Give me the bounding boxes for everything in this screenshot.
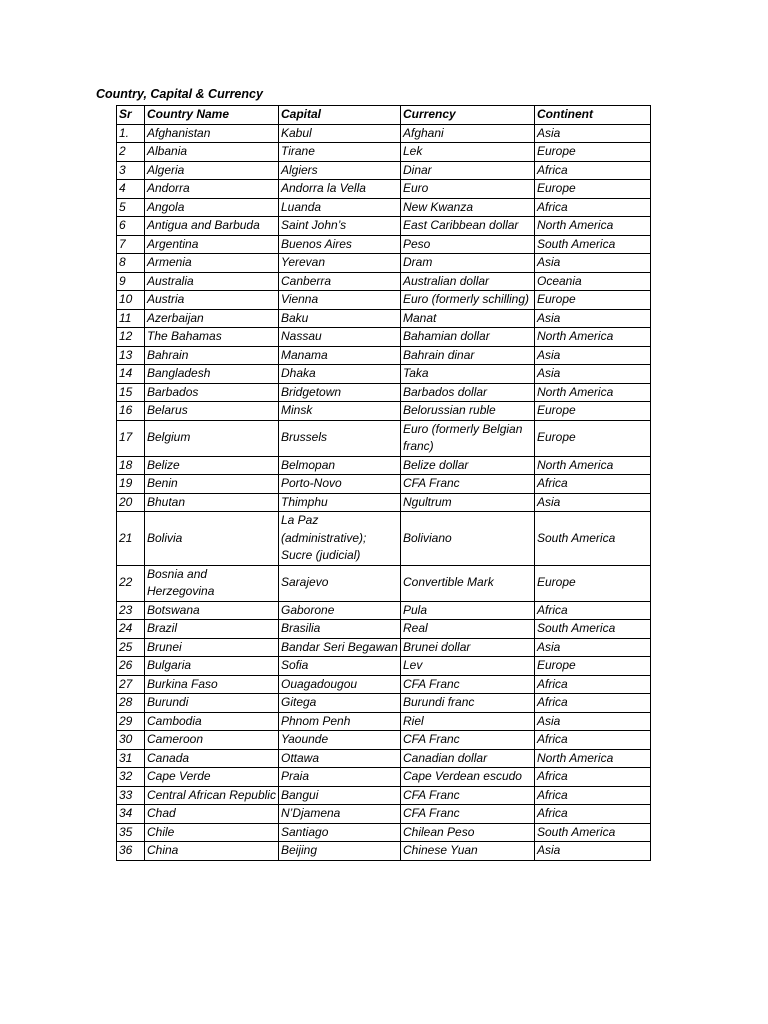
cell-currency: Boliviano: [401, 512, 535, 566]
cell-sr: 8: [117, 254, 145, 273]
cell-country-name: Andorra: [145, 180, 279, 199]
cell-sr: 20: [117, 493, 145, 512]
cell-country-name: Chad: [145, 805, 279, 824]
cell-continent: Europe: [535, 143, 651, 162]
cell-capital: Thimphu: [279, 493, 401, 512]
cell-continent: Europe: [535, 420, 651, 456]
cell-sr: 18: [117, 456, 145, 475]
cell-currency: New Kwanza: [401, 198, 535, 217]
cell-sr: 5: [117, 198, 145, 217]
cell-continent: South America: [535, 512, 651, 566]
table-row: [117, 124, 651, 143]
cell-country-name: Albania: [145, 143, 279, 162]
table-row: [117, 291, 651, 310]
cell-currency: Ngultrum: [401, 493, 535, 512]
table-row: [117, 217, 651, 236]
header-currency: Currency: [401, 106, 535, 125]
table-row: [117, 749, 651, 768]
cell-currency: Cape Verdean escudo: [401, 768, 535, 787]
cell-continent: South America: [535, 235, 651, 254]
cell-currency: Barbados dollar: [401, 383, 535, 402]
cell-currency: Euro (formerly schilling): [401, 291, 535, 310]
cell-sr: 17: [117, 420, 145, 456]
cell-country-name: Benin: [145, 475, 279, 494]
cell-sr: 1.: [117, 124, 145, 143]
cell-country-name: The Bahamas: [145, 328, 279, 347]
cell-continent: North America: [535, 383, 651, 402]
cell-continent: Asia: [535, 365, 651, 384]
cell-sr: 27: [117, 675, 145, 694]
cell-country-name: Brazil: [145, 620, 279, 639]
cell-capital: Brussels: [279, 420, 401, 456]
cell-country-name: Antigua and Barbuda: [145, 217, 279, 236]
table-row: [117, 475, 651, 494]
cell-sr: 16: [117, 402, 145, 421]
table-row: [117, 823, 651, 842]
cell-currency: Lek: [401, 143, 535, 162]
table-row: [117, 601, 651, 620]
cell-country-name: Bangladesh: [145, 365, 279, 384]
cell-sr: 13: [117, 346, 145, 365]
cell-currency: Dinar: [401, 161, 535, 180]
cell-continent: Europe: [535, 180, 651, 199]
cell-country-name: Belgium: [145, 420, 279, 456]
cell-currency: Belorussian ruble: [401, 402, 535, 421]
cell-continent: Europe: [535, 291, 651, 310]
cell-country-name: China: [145, 842, 279, 861]
cell-continent: Oceania: [535, 272, 651, 291]
cell-currency: CFA Franc: [401, 731, 535, 750]
cell-continent: Asia: [535, 346, 651, 365]
cell-country-name: Azerbaijan: [145, 309, 279, 328]
cell-currency: Real: [401, 620, 535, 639]
cell-country-name: Armenia: [145, 254, 279, 273]
cell-country-name: Austria: [145, 291, 279, 310]
cell-sr: 24: [117, 620, 145, 639]
cell-sr: 32: [117, 768, 145, 787]
cell-continent: North America: [535, 456, 651, 475]
cell-currency: CFA Franc: [401, 805, 535, 824]
cell-capital: Sofia: [279, 657, 401, 676]
header-sr: Sr: [117, 106, 145, 125]
cell-country-name: Chile: [145, 823, 279, 842]
table-row: [117, 365, 651, 384]
table-row: [117, 842, 651, 861]
cell-country-name: Bhutan: [145, 493, 279, 512]
table-row: [117, 402, 651, 421]
table-row: [117, 805, 651, 824]
table-row: [117, 620, 651, 639]
cell-continent: North America: [535, 749, 651, 768]
header-row: [117, 106, 651, 125]
cell-country-name: Belize: [145, 456, 279, 475]
cell-capital: Dhaka: [279, 365, 401, 384]
header-continent: Continent: [535, 106, 651, 125]
cell-capital: Bridgetown: [279, 383, 401, 402]
cell-sr: 2: [117, 143, 145, 162]
cell-currency: Lev: [401, 657, 535, 676]
cell-capital: Manama: [279, 346, 401, 365]
table-row: [117, 657, 651, 676]
table-row: [117, 512, 651, 566]
cell-currency: Brunei dollar: [401, 638, 535, 657]
cell-sr: 21: [117, 512, 145, 566]
cell-country-name: Bulgaria: [145, 657, 279, 676]
cell-continent: Africa: [535, 768, 651, 787]
cell-continent: Africa: [535, 675, 651, 694]
cell-continent: Africa: [535, 805, 651, 824]
cell-country-name: Burundi: [145, 694, 279, 713]
table-row: [117, 493, 651, 512]
country-table: [116, 105, 651, 861]
cell-sr: 26: [117, 657, 145, 676]
cell-country-name: Burkina Faso: [145, 675, 279, 694]
cell-currency: Riel: [401, 712, 535, 731]
cell-currency: Afghani: [401, 124, 535, 143]
table-row: [117, 565, 651, 601]
cell-country-name: Cape Verde: [145, 768, 279, 787]
table-row: [117, 420, 651, 456]
cell-currency: Bahamian dollar: [401, 328, 535, 347]
cell-continent: North America: [535, 328, 651, 347]
cell-sr: 25: [117, 638, 145, 657]
table-row: [117, 675, 651, 694]
cell-capital: Phnom Penh: [279, 712, 401, 731]
cell-capital: Baku: [279, 309, 401, 328]
cell-continent: Asia: [535, 309, 651, 328]
cell-currency: Peso: [401, 235, 535, 254]
cell-continent: Africa: [535, 694, 651, 713]
cell-country-name: Algeria: [145, 161, 279, 180]
cell-continent: Africa: [535, 731, 651, 750]
cell-sr: 29: [117, 712, 145, 731]
cell-country-name: Canada: [145, 749, 279, 768]
cell-capital: Santiago: [279, 823, 401, 842]
cell-continent: South America: [535, 823, 651, 842]
cell-capital: Sarajevo: [279, 565, 401, 601]
table-row: [117, 198, 651, 217]
cell-continent: Africa: [535, 161, 651, 180]
cell-currency: Convertible Mark: [401, 565, 535, 601]
cell-country-name: Botswana: [145, 601, 279, 620]
cell-currency: Taka: [401, 365, 535, 384]
cell-continent: Asia: [535, 712, 651, 731]
table-row: [117, 180, 651, 199]
cell-capital: Beijing: [279, 842, 401, 861]
table-row: [117, 786, 651, 805]
cell-capital: Canberra: [279, 272, 401, 291]
cell-currency: Euro: [401, 180, 535, 199]
cell-sr: 9: [117, 272, 145, 291]
cell-sr: 30: [117, 731, 145, 750]
cell-country-name: Argentina: [145, 235, 279, 254]
table-row: [117, 731, 651, 750]
cell-country-name: Cameroon: [145, 731, 279, 750]
cell-continent: Europe: [535, 657, 651, 676]
cell-continent: Asia: [535, 493, 651, 512]
table-row: [117, 383, 651, 402]
cell-sr: 10: [117, 291, 145, 310]
table-row: [117, 346, 651, 365]
cell-country-name: Brunei: [145, 638, 279, 657]
cell-country-name: Central African Republic: [145, 786, 279, 805]
cell-capital: La Paz (administrative); Sucre (judicial): [279, 512, 401, 566]
cell-sr: 33: [117, 786, 145, 805]
cell-country-name: Belarus: [145, 402, 279, 421]
cell-country-name: Afghanistan: [145, 124, 279, 143]
cell-currency: Dram: [401, 254, 535, 273]
cell-capital: N’Djamena: [279, 805, 401, 824]
cell-currency: Belize dollar: [401, 456, 535, 475]
table-row: [117, 161, 651, 180]
cell-sr: 15: [117, 383, 145, 402]
cell-country-name: Angola: [145, 198, 279, 217]
cell-sr: 6: [117, 217, 145, 236]
table-row: [117, 638, 651, 657]
cell-continent: South America: [535, 620, 651, 639]
cell-continent: Africa: [535, 198, 651, 217]
cell-capital: Algiers: [279, 161, 401, 180]
cell-continent: North America: [535, 217, 651, 236]
cell-capital: Minsk: [279, 402, 401, 421]
cell-capital: Brasilia: [279, 620, 401, 639]
header-capital: Capital: [279, 106, 401, 125]
cell-continent: Africa: [535, 601, 651, 620]
cell-currency: CFA Franc: [401, 675, 535, 694]
cell-currency: Euro (formerly Belgian franc): [401, 420, 535, 456]
cell-currency: Burundi franc: [401, 694, 535, 713]
cell-capital: Gitega: [279, 694, 401, 713]
cell-sr: 35: [117, 823, 145, 842]
cell-sr: 12: [117, 328, 145, 347]
cell-currency: Bahrain dinar: [401, 346, 535, 365]
table-row: [117, 694, 651, 713]
cell-capital: Yerevan: [279, 254, 401, 273]
cell-capital: Belmopan: [279, 456, 401, 475]
cell-currency: Chinese Yuan: [401, 842, 535, 861]
cell-currency: Manat: [401, 309, 535, 328]
cell-capital: Porto-Novo: [279, 475, 401, 494]
cell-capital: Kabul: [279, 124, 401, 143]
cell-sr: 7: [117, 235, 145, 254]
header-country-name: Country Name: [145, 106, 279, 125]
cell-sr: 31: [117, 749, 145, 768]
cell-currency: CFA Franc: [401, 475, 535, 494]
table-body: [117, 124, 651, 860]
cell-capital: Praia: [279, 768, 401, 787]
cell-capital: Gaborone: [279, 601, 401, 620]
cell-currency: Pula: [401, 601, 535, 620]
table-row: [117, 768, 651, 787]
cell-capital: Bangui: [279, 786, 401, 805]
cell-country-name: Bosnia and Herzegovina: [145, 565, 279, 601]
cell-continent: Asia: [535, 638, 651, 657]
cell-capital: Ottawa: [279, 749, 401, 768]
cell-capital: Luanda: [279, 198, 401, 217]
table-row: [117, 328, 651, 347]
cell-currency: East Caribbean dollar: [401, 217, 535, 236]
cell-sr: 4: [117, 180, 145, 199]
table-row: [117, 235, 651, 254]
cell-country-name: Bahrain: [145, 346, 279, 365]
cell-continent: Africa: [535, 475, 651, 494]
cell-capital: Bandar Seri Begawan: [279, 638, 401, 657]
cell-continent: Africa: [535, 786, 651, 805]
cell-capital: Buenos Aires: [279, 235, 401, 254]
cell-continent: Europe: [535, 565, 651, 601]
cell-capital: Nassau: [279, 328, 401, 347]
cell-continent: Europe: [535, 402, 651, 421]
cell-sr: 11: [117, 309, 145, 328]
cell-country-name: Cambodia: [145, 712, 279, 731]
cell-currency: Chilean Peso: [401, 823, 535, 842]
cell-country-name: Australia: [145, 272, 279, 291]
cell-continent: Asia: [535, 124, 651, 143]
table-row: [117, 309, 651, 328]
cell-sr: 36: [117, 842, 145, 861]
table-row: [117, 456, 651, 475]
cell-country-name: Barbados: [145, 383, 279, 402]
cell-currency: Canadian dollar: [401, 749, 535, 768]
cell-sr: 14: [117, 365, 145, 384]
cell-currency: CFA Franc: [401, 786, 535, 805]
cell-capital: Yaounde: [279, 731, 401, 750]
cell-capital: Ouagadougou: [279, 675, 401, 694]
cell-continent: Asia: [535, 842, 651, 861]
cell-continent: Asia: [535, 254, 651, 273]
table-row: [117, 272, 651, 291]
cell-sr: 34: [117, 805, 145, 824]
cell-sr: 22: [117, 565, 145, 601]
document-title: Country, Capital & Currency: [96, 87, 263, 101]
table-row: [117, 712, 651, 731]
table-row: [117, 143, 651, 162]
cell-currency: Australian dollar: [401, 272, 535, 291]
table-row: [117, 254, 651, 273]
cell-country-name: Bolivia: [145, 512, 279, 566]
cell-sr: 28: [117, 694, 145, 713]
cell-sr: 19: [117, 475, 145, 494]
cell-capital: Saint John’s: [279, 217, 401, 236]
cell-capital: Andorra la Vella: [279, 180, 401, 199]
cell-sr: 3: [117, 161, 145, 180]
cell-capital: Tirane: [279, 143, 401, 162]
cell-sr: 23: [117, 601, 145, 620]
cell-capital: Vienna: [279, 291, 401, 310]
